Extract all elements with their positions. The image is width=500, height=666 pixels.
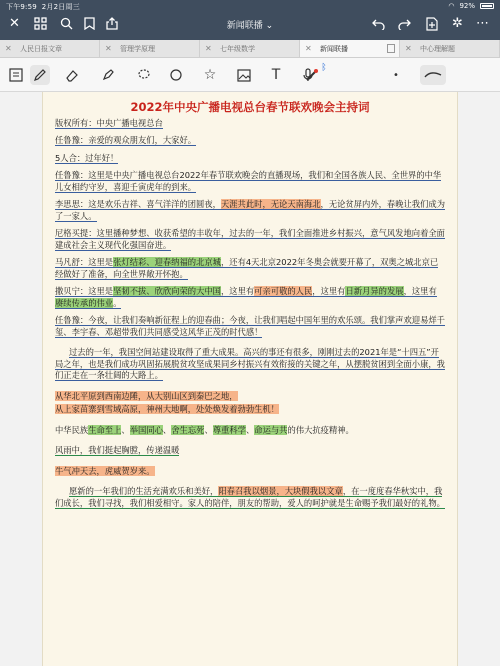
close-tab-icon[interactable]: ✕ <box>205 44 212 53</box>
redo-icon[interactable] <box>398 17 411 34</box>
tab-label: 七年级数学 <box>220 45 255 53</box>
paragraph <box>55 347 445 382</box>
copyright-text: 版权所有：中央广播电视总台 <box>55 117 163 128</box>
close-tab-icon[interactable]: ✕ <box>405 44 412 53</box>
shape-icon[interactable] <box>166 65 186 85</box>
highlight-orange: 从上家苗寨到雪域高原，神州大地啊，处处焕发着勃勃生机！ <box>55 404 280 414</box>
paragraph <box>55 486 445 509</box>
copyright-line <box>55 118 445 130</box>
document-title[interactable] <box>0 18 500 31</box>
tab-label: 中心理解题 <box>420 45 455 53</box>
split-view-icon[interactable] <box>387 44 395 53</box>
reading-mode-icon[interactable] <box>6 65 26 85</box>
highlight-green: 命运与共 <box>254 424 288 435</box>
status-date: 2月2日周三 <box>41 3 80 11</box>
more-icon[interactable]: ⋯ <box>476 16 489 31</box>
highlight-orange: 牛气冲天去，虎威贺岁来。 <box>55 465 155 476</box>
tool-strip <box>0 58 500 92</box>
highlight-orange: 阳春召我以烟景，大块假我以文章 <box>218 486 343 496</box>
paragraph <box>55 466 445 478</box>
tab-math[interactable] <box>200 40 300 57</box>
status-indicators <box>448 2 494 10</box>
text-segment: 撒贝宁：这里是 <box>55 286 114 296</box>
undo-icon[interactable] <box>372 17 385 34</box>
chevron-down-icon: ⌄ <box>265 21 274 31</box>
laser-pointer-icon[interactable] <box>302 65 322 85</box>
paragraph <box>55 425 445 437</box>
line-text: 任鲁豫：亲爱的观众朋友们，大家好。 <box>55 135 197 145</box>
paragraph-text: 任鲁豫：今夜，让我们奏响新征程上的迎春曲；今夜，让我们唱起中国年里的欢乐颂。我们掌声欢迎易烊千玺、李宇春、邓超带我们共同感受这风华正茂的时代感！ <box>55 315 445 337</box>
tab-management[interactable] <box>100 40 200 57</box>
text-segment: ，还有4天北京2022年冬奥会就要开幕了，双奥之城北京已经做好了准备，向全世界敞开怀抱。 <box>55 257 439 279</box>
pen-icon[interactable] <box>30 65 50 85</box>
highlight-green: 舍生忘死 <box>171 424 205 435</box>
close-tab-icon[interactable]: ✕ <box>305 44 312 53</box>
paragraph <box>55 391 445 416</box>
text-segment: ，这里有 <box>403 286 437 296</box>
bluetooth-icon: ᛒ <box>321 63 327 73</box>
highlight-green: 日新月异的发展 <box>345 286 404 296</box>
highlight-orange: 从华北平原到西南边陲，从大别山区到秦巴之地， <box>55 390 238 401</box>
tab-central-idea[interactable] <box>400 40 500 57</box>
status-time: 下午9:59 <box>6 3 37 11</box>
tab-strip <box>0 40 500 58</box>
eraser-icon[interactable] <box>62 65 82 85</box>
image-icon[interactable] <box>234 65 254 85</box>
highlighter-icon[interactable] <box>98 65 118 85</box>
highlight-green: 赓续传承的伟业 <box>55 297 114 308</box>
paragraph <box>55 257 445 280</box>
highlight-orange: 可亲可敬的人民 <box>254 286 313 296</box>
text-segment: 马凡舒：这里是 <box>55 257 114 267</box>
pen-stroke-preview-icon[interactable] <box>420 65 446 85</box>
close-tab-icon[interactable]: ✕ <box>105 44 112 53</box>
paragraph-text: 风雨中，我们挺起胸膛，传递温暖 <box>55 445 180 455</box>
document-page[interactable] <box>42 92 458 666</box>
tab-renmin-ribao[interactable] <box>0 40 100 57</box>
settings-icon[interactable]: ✲ <box>452 16 463 31</box>
highlight-green: 坚韧不拔、欣欣向荣的大中国 <box>113 286 221 296</box>
app-bar <box>0 0 500 40</box>
text-icon[interactable]: T <box>271 67 281 83</box>
highlight-green: 生命至上 <box>88 424 122 435</box>
paragraph <box>55 286 445 309</box>
close-icon[interactable]: ✕ <box>9 16 20 31</box>
text-segment: 、 <box>162 424 172 435</box>
line-text: 5人合：过年好！ <box>55 152 119 163</box>
highlight-orange: 天涯共此时，无论天南海北 <box>220 199 321 209</box>
paragraph <box>55 170 445 193</box>
paragraph-text: 过去的一年，我国空间站建设取得了重大成果。高兴的事还有很多，刚刚过去的2021年是“十四五”开局之年，也是我们成功巩固拓展脱贫攻坚成果同乡村振兴有效衔接的关键之年，从摆脱贫困到全面小康，我们正走在一条壮阔的大路上。 <box>55 347 445 380</box>
battery-icon <box>480 3 494 9</box>
pen-size-dot-icon[interactable]: • <box>393 69 399 81</box>
text-segment: 的伟大抗疫精神。 <box>287 424 354 435</box>
highlight-green: 张灯结彩、迎春纳福的北京城 <box>113 257 221 267</box>
paragraph-text: 任鲁豫：这里是中央广播电视总台2022年春节联欢晚会的直播现场，我们和全国各族人民、全世界的中华儿女相约守岁，喜迎壬寅虎年的到来。 <box>55 170 442 192</box>
paragraph <box>55 315 445 338</box>
paragraph <box>55 445 445 457</box>
status-time-date <box>6 2 80 12</box>
text-segment: 、 <box>204 424 213 435</box>
text-segment: ，无论贫屏内外，春晚让我们成为了一家人。 <box>55 199 445 221</box>
paragraph <box>55 199 445 222</box>
close-tab-icon[interactable]: ✕ <box>5 44 12 53</box>
sticker-icon[interactable]: ☆ <box>203 67 217 83</box>
tab-label: 新闻联播 <box>320 45 348 53</box>
text-segment: ，这里有 <box>312 286 346 296</box>
tab-news[interactable] <box>300 40 400 57</box>
tab-label: 人民日报文章 <box>20 45 62 53</box>
highlight-green: 举国同心 <box>129 424 163 435</box>
tab-label: 管理学原理 <box>120 45 155 53</box>
text-segment: 愿新的一年我们的生活充满欢乐和美好， <box>69 486 219 496</box>
highlight-green: 尊重科学 <box>212 424 246 435</box>
text-segment: 中华民族 <box>55 424 89 435</box>
text-segment: 。 <box>113 297 122 308</box>
paragraph <box>55 228 445 251</box>
paragraph-text: 尼格买提：这里播种梦想、收获希望的丰收年，过去的一年，我们全面推进乡村振兴，意气风发地向着全面建成社会主义现代化强国奋进。 <box>55 228 445 250</box>
text-segment: 、 <box>245 424 255 435</box>
wifi-icon: ◠ <box>448 2 455 10</box>
paragraph <box>55 153 445 165</box>
text-segment: 、 <box>121 424 130 435</box>
page-title: 2022年中央广播电视总台春节联欢晚会主持词 <box>130 100 370 114</box>
new-page-icon[interactable] <box>426 17 438 35</box>
document-title-text: 新闻联播 <box>226 21 263 31</box>
battery-percent: 92% <box>459 2 475 10</box>
text-segment: ，在一度度春华秋实中，我们成长，我们寻找，我们相爱相守。家人的陪伴，朋友的帮助，爱人的呵护就是生命赐予我们最好的礼物。 <box>55 486 445 508</box>
text-segment: 李思思：这是欢乐吉祥、喜气洋洋的团圆夜， <box>55 199 221 209</box>
paragraph <box>55 135 445 147</box>
text-segment: ，这里有 <box>220 286 255 296</box>
lasso-icon[interactable] <box>134 65 154 85</box>
